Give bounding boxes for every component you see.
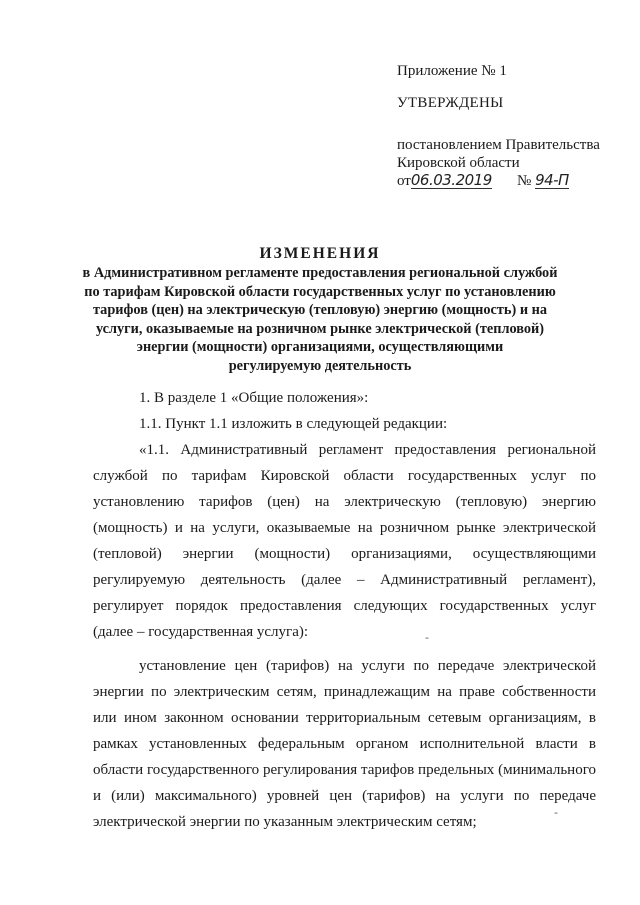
number-group [517, 172, 569, 190]
document-title: ИЗМЕНЕНИЯ [259, 245, 381, 262]
subtitle-line: тарифов (цен) на электрическую (тепловую) энергию (мощность) и на [92, 302, 548, 318]
paragraph-item-1-1: 1.1. Пункт 1.1 изложить в следующей редакции: [139, 416, 448, 432]
decree-line-1: постановлением Правительства [397, 137, 600, 153]
subtitle-line: в Административном регламенте предоставления региональной службой [82, 265, 558, 281]
handwritten-date: 06.03.2019 [410, 171, 492, 189]
document-body [93, 385, 596, 835]
scan-speck: ‐ [425, 631, 429, 644]
paragraph-quote-1-1: «1.1. Административный регламент предоставления региональной службой по тарифам Кировской области государственных услуг по установлению тарифов (цен) на электрическую (тепловую) энергию (мощность) и на услуги, оказываемые на розничном рынке электрической (тепловой) энергии (мощности) организациями, осуществляющими регулируемую деятельность (далее – Административный регламент), регулирует порядок предоставления следующих государственных услуг (далее – государственная услуга): [93, 442, 596, 640]
date-prefix: от [397, 173, 411, 189]
appendix-label: Приложение № 1 [397, 63, 507, 79]
paragraph-tariff-service: установление цен (тарифов) на услуги по передаче электрической энергии по электрическим сетям, принадлежащим на праве собственности или ином законном основании территориальным сетевым организациям, в рамках установленных федеральным органом исполнительной власти в области государственного регулирования тарифов предельных (минимального и (или) максимального) уровней цен (тарифов) на услуги по передаче электрической энергии по указанным электрическим сетям; [93, 658, 596, 830]
subtitle-line: энергии (мощности) организациями, осуществляющими [136, 339, 504, 355]
paragraph-section-1: 1. В разделе 1 «Общие положения»: [139, 390, 369, 406]
decree-date-number-row [397, 172, 627, 192]
handwritten-number: 94-П [535, 171, 569, 189]
document-subtitle [80, 264, 560, 375]
scan-speck: ‐ [554, 806, 558, 819]
subtitle-line: по тарифам Кировской области государственных услуг по установлению [84, 283, 556, 300]
title-block [80, 244, 560, 375]
decree-line-2: Кировской области [397, 155, 520, 171]
subtitle-line: услуги, оказываемые на розничном рынке электрической (тепловой) [95, 320, 545, 337]
number-prefix: № [517, 173, 532, 189]
approved-label: УТВЕРЖДЕНЫ [397, 95, 504, 111]
approval-block [397, 62, 627, 192]
subtitle-line: регулируемую деятельность [228, 357, 412, 374]
